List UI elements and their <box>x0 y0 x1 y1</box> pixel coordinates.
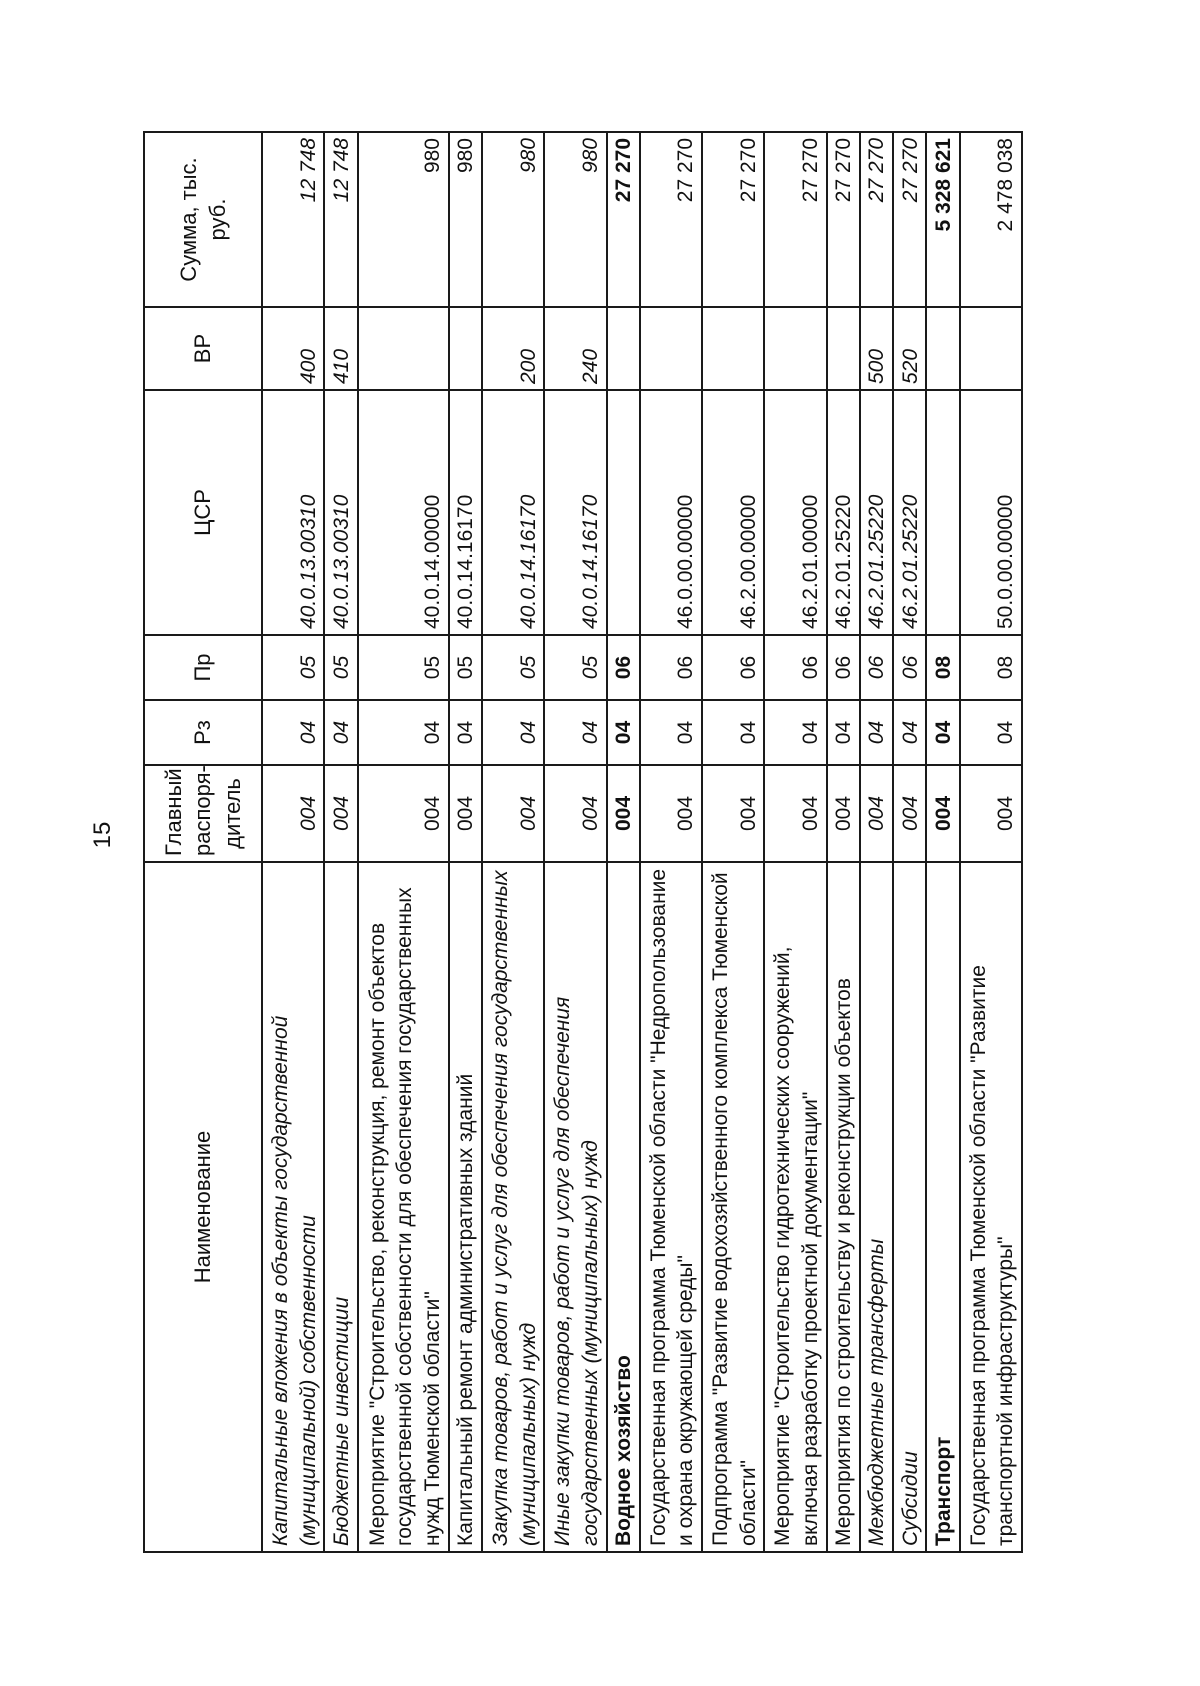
cell-csr: 40.0.14.16170 <box>449 390 482 635</box>
cell-rz: 04 <box>827 700 860 765</box>
table-row <box>262 132 324 1552</box>
cell-grbs: 004 <box>449 765 482 862</box>
cell-name: Капитальный ремонт административных зданий <box>449 862 482 1552</box>
table-row <box>860 132 893 1552</box>
table-row <box>926 132 959 1552</box>
cell-rz: 04 <box>960 700 1022 765</box>
cell-grbs: 004 <box>262 765 324 862</box>
cell-name: Субсидии <box>893 862 926 1552</box>
header-sum: Сумма, тыс. руб. <box>144 132 262 307</box>
cell-grbs: 004 <box>640 765 702 862</box>
cell-csr <box>926 390 959 635</box>
cell-pr: 05 <box>482 635 544 700</box>
table-row <box>324 132 357 1552</box>
header-pr: Пр <box>144 635 262 700</box>
table-row <box>640 132 702 1552</box>
cell-grbs: 004 <box>702 765 764 862</box>
cell-pr: 05 <box>262 635 324 700</box>
cell-pr: 06 <box>893 635 926 700</box>
cell-csr: 46.2.01.25220 <box>860 390 893 635</box>
cell-pr: 05 <box>358 635 449 700</box>
cell-vr: 410 <box>324 307 357 390</box>
cell-pr: 06 <box>702 635 764 700</box>
cell-csr: 40.0.13.00310 <box>262 390 324 635</box>
cell-name: Межбюджетные трансферты <box>860 862 893 1552</box>
cell-grbs: 004 <box>926 765 959 862</box>
cell-vr <box>640 307 702 390</box>
budget-table <box>143 131 1023 1553</box>
cell-name: Подпрограмма "Развитие водохозяйственного комплекса Тюменской области" <box>702 862 764 1552</box>
cell-rz: 04 <box>926 700 959 765</box>
cell-name: Водное хозяйство <box>607 862 640 1552</box>
cell-vr: 520 <box>893 307 926 390</box>
cell-pr: 05 <box>324 635 357 700</box>
table-header-row <box>144 132 262 1552</box>
table-row <box>544 132 606 1552</box>
cell-sum: 27 270 <box>607 132 640 307</box>
table-row <box>607 132 640 1552</box>
cell-grbs: 004 <box>544 765 606 862</box>
table-row <box>358 132 449 1552</box>
table-row <box>764 132 826 1552</box>
table-body <box>262 132 1022 1552</box>
cell-sum: 5 328 621 <box>926 132 959 307</box>
cell-csr <box>607 390 640 635</box>
cell-rz: 04 <box>482 700 544 765</box>
cell-sum: 27 270 <box>764 132 826 307</box>
cell-grbs: 004 <box>324 765 357 862</box>
cell-vr <box>607 307 640 390</box>
cell-name: Бюджетные инвестиции <box>324 862 357 1552</box>
cell-pr: 06 <box>607 635 640 700</box>
cell-pr: 05 <box>544 635 606 700</box>
cell-grbs: 004 <box>960 765 1022 862</box>
cell-csr: 40.0.14.16170 <box>544 390 606 635</box>
cell-sum: 27 270 <box>702 132 764 307</box>
cell-rz: 04 <box>262 700 324 765</box>
cell-csr: 50.0.00.00000 <box>960 390 1022 635</box>
cell-sum: 27 270 <box>827 132 860 307</box>
cell-rz: 04 <box>449 700 482 765</box>
table-row <box>702 132 764 1552</box>
cell-csr: 40.0.14.16170 <box>482 390 544 635</box>
cell-sum: 980 <box>358 132 449 307</box>
cell-csr: 46.2.01.25220 <box>893 390 926 635</box>
cell-name: Транспорт <box>926 862 959 1552</box>
cell-grbs: 004 <box>358 765 449 862</box>
cell-vr <box>764 307 826 390</box>
cell-pr: 08 <box>926 635 959 700</box>
cell-sum: 27 270 <box>860 132 893 307</box>
cell-grbs: 004 <box>827 765 860 862</box>
cell-pr: 06 <box>640 635 702 700</box>
cell-csr: 46.2.01.25220 <box>827 390 860 635</box>
cell-name: Государственная программа Тюменской области "Недропользование и охрана окружающей среды" <box>640 862 702 1552</box>
cell-rz: 04 <box>640 700 702 765</box>
cell-grbs: 004 <box>482 765 544 862</box>
cell-rz: 04 <box>607 700 640 765</box>
cell-sum: 27 270 <box>640 132 702 307</box>
cell-name: Закупка товаров, работ и услуг для обеспечения государственных (муниципальных) нужд <box>482 862 544 1552</box>
cell-name: Капитальные вложения в объекты государственной (муниципальной) собственности <box>262 862 324 1552</box>
table-row <box>893 132 926 1552</box>
cell-sum: 2 478 038 <box>960 132 1022 307</box>
cell-name: Мероприятия по строительству и реконструкции объектов <box>827 862 860 1552</box>
cell-vr <box>926 307 959 390</box>
cell-rz: 04 <box>860 700 893 765</box>
cell-rz: 04 <box>764 700 826 765</box>
cell-vr: 400 <box>262 307 324 390</box>
header-grbs: Главный распоря-дитель <box>144 765 262 862</box>
table-row <box>960 132 1022 1552</box>
cell-pr: 06 <box>860 635 893 700</box>
cell-csr: 46.0.00.00000 <box>640 390 702 635</box>
cell-name: Мероприятие "Строительство, реконструкция, ремонт объектов государственной собственности для обеспечения государственных нужд Тюменской области" <box>358 862 449 1552</box>
cell-vr: 500 <box>860 307 893 390</box>
cell-sum: 27 270 <box>893 132 926 307</box>
cell-pr: 05 <box>449 635 482 700</box>
cell-grbs: 004 <box>893 765 926 862</box>
header-vr: ВР <box>144 307 262 390</box>
cell-grbs: 004 <box>607 765 640 862</box>
cell-csr: 46.2.00.00000 <box>702 390 764 635</box>
table-row <box>482 132 544 1552</box>
cell-sum: 12 748 <box>324 132 357 307</box>
cell-pr: 06 <box>827 635 860 700</box>
cell-pr: 08 <box>960 635 1022 700</box>
cell-sum: 980 <box>544 132 606 307</box>
cell-rz: 04 <box>544 700 606 765</box>
cell-name: Мероприятие "Строительство гидротехнических сооружений, включая разработку проектной документации" <box>764 862 826 1552</box>
cell-vr <box>702 307 764 390</box>
cell-csr: 46.2.01.00000 <box>764 390 826 635</box>
cell-rz: 04 <box>324 700 357 765</box>
cell-vr: 240 <box>544 307 606 390</box>
cell-grbs: 004 <box>764 765 826 862</box>
table-row <box>827 132 860 1552</box>
cell-name: Государственная программа Тюменской области "Развитие транспортной инфраструктуры" <box>960 862 1022 1552</box>
cell-rz: 04 <box>893 700 926 765</box>
header-csr: ЦСР <box>144 390 262 635</box>
cell-csr: 40.0.13.00310 <box>324 390 357 635</box>
budget-table-container <box>143 133 1023 1553</box>
cell-grbs: 004 <box>860 765 893 862</box>
header-name: Наименование <box>144 862 262 1552</box>
page-number: 15 <box>89 821 116 849</box>
cell-vr <box>960 307 1022 390</box>
cell-vr <box>449 307 482 390</box>
cell-sum: 980 <box>449 132 482 307</box>
cell-vr <box>358 307 449 390</box>
cell-name: Иные закупки товаров, работ и услуг для обеспечения государственных (муниципальных) нужд <box>544 862 606 1552</box>
header-rz: Рз <box>144 700 262 765</box>
cell-pr: 06 <box>764 635 826 700</box>
cell-rz: 04 <box>358 700 449 765</box>
cell-sum: 12 748 <box>262 132 324 307</box>
table-row <box>449 132 482 1552</box>
cell-sum: 980 <box>482 132 544 307</box>
cell-vr <box>827 307 860 390</box>
cell-vr: 200 <box>482 307 544 390</box>
cell-csr: 40.0.14.00000 <box>358 390 449 635</box>
cell-rz: 04 <box>702 700 764 765</box>
